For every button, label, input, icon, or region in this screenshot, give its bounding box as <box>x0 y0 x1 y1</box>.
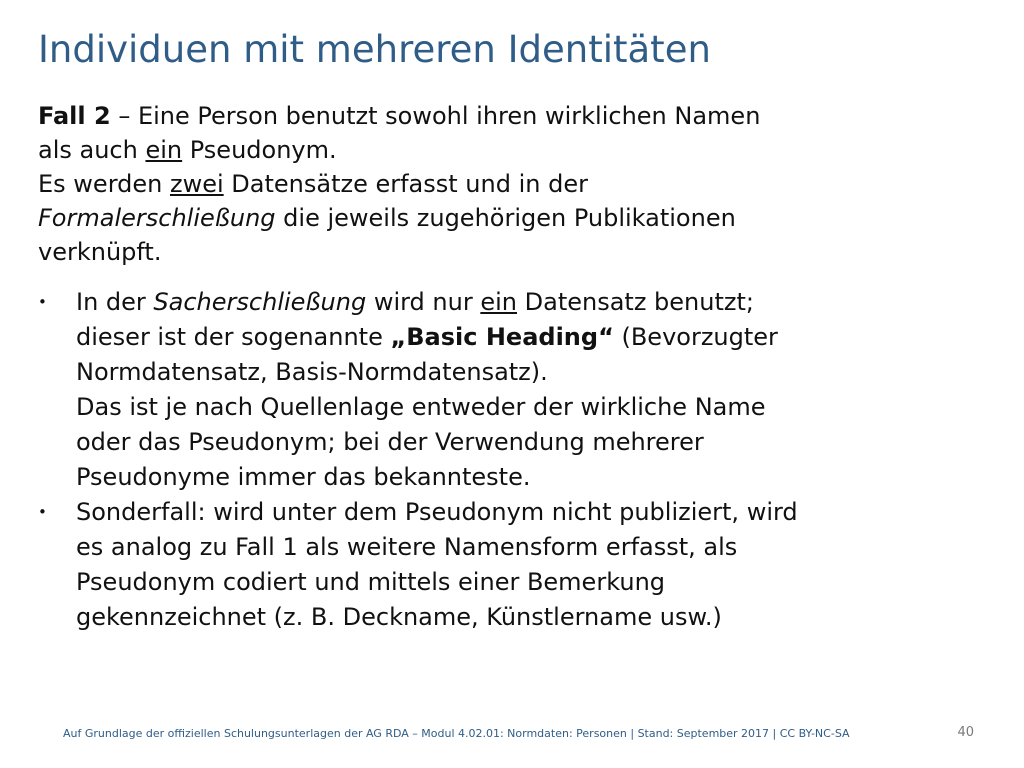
term-basic-heading: „Basic Heading“ <box>390 323 614 351</box>
bullet-item-sacherschliessung <box>38 285 998 495</box>
bullet-1-line-5: oder das Pseudonym; bei der Verwendung mehrerer <box>76 428 704 456</box>
intro-paragraph <box>38 99 998 269</box>
bullet-1-line-3: Normdatensatz, Basis-Normdatensatz). <box>76 358 548 386</box>
bullet-2-line-2: es analog zu Fall 1 als weitere Namensform erfasst, als <box>76 533 738 561</box>
bullet-1-line-4: Das ist je nach Quellenlage entweder der wirkliche Name <box>76 393 766 421</box>
bullet-list <box>38 285 998 635</box>
bullet-marker: • <box>38 503 47 521</box>
intro-line-1: Fall 2 – Eine Person benutzt sowohl ihren wirklichen Namen <box>38 102 761 130</box>
bullet-item-sonderfall <box>38 495 998 635</box>
term-sacherschliessung: Sacherschließung <box>153 288 367 316</box>
case-label: Fall 2 <box>38 102 111 130</box>
page-number: 40 <box>957 725 974 740</box>
term-formalerschliessung: Formalerschließung <box>38 204 276 232</box>
bullet-2-line-4: gekennzeichnet (z. B. Deckname, Künstlername usw.) <box>76 603 722 631</box>
bullet-2-line-1: Sonderfall: wird unter dem Pseudonym nicht publiziert, wird <box>76 498 798 526</box>
emphasis-ein: ein <box>145 136 183 164</box>
bullet-1-line-6: Pseudonyme immer das bekannteste. <box>76 463 531 491</box>
slide-title: Individuen mit mehreren Identitäten <box>38 28 711 71</box>
bullet-1-line-2: dieser ist der sogenannte „Basic Heading“ (Bevorzugter <box>76 323 778 351</box>
footer-source-note: Auf Grundlage der offiziellen Schulungsunterlagen der AG RDA – Modul 4.02.01: Normdaten: Personen | Stand: September 2017 | CC BY-NC-SA <box>63 727 850 740</box>
intro-line-4: Formalerschließung die jeweils zugehörigen Publikationen <box>38 204 736 232</box>
intro-line-5: verknüpft. <box>38 238 162 266</box>
emphasis-ein: ein <box>480 288 517 316</box>
intro-line-2: als auch ein Pseudonym. <box>38 136 337 164</box>
bullet-1-line-1: In der Sacherschließung wird nur ein Datensatz benutzt; <box>76 288 754 316</box>
emphasis-zwei: zwei <box>169 170 224 198</box>
intro-line-3: Es werden zwei Datensätze erfasst und in der <box>38 170 588 198</box>
bullet-marker: • <box>38 293 47 311</box>
bullet-2-line-3: Pseudonym codiert und mittels einer Bemerkung <box>76 568 666 596</box>
